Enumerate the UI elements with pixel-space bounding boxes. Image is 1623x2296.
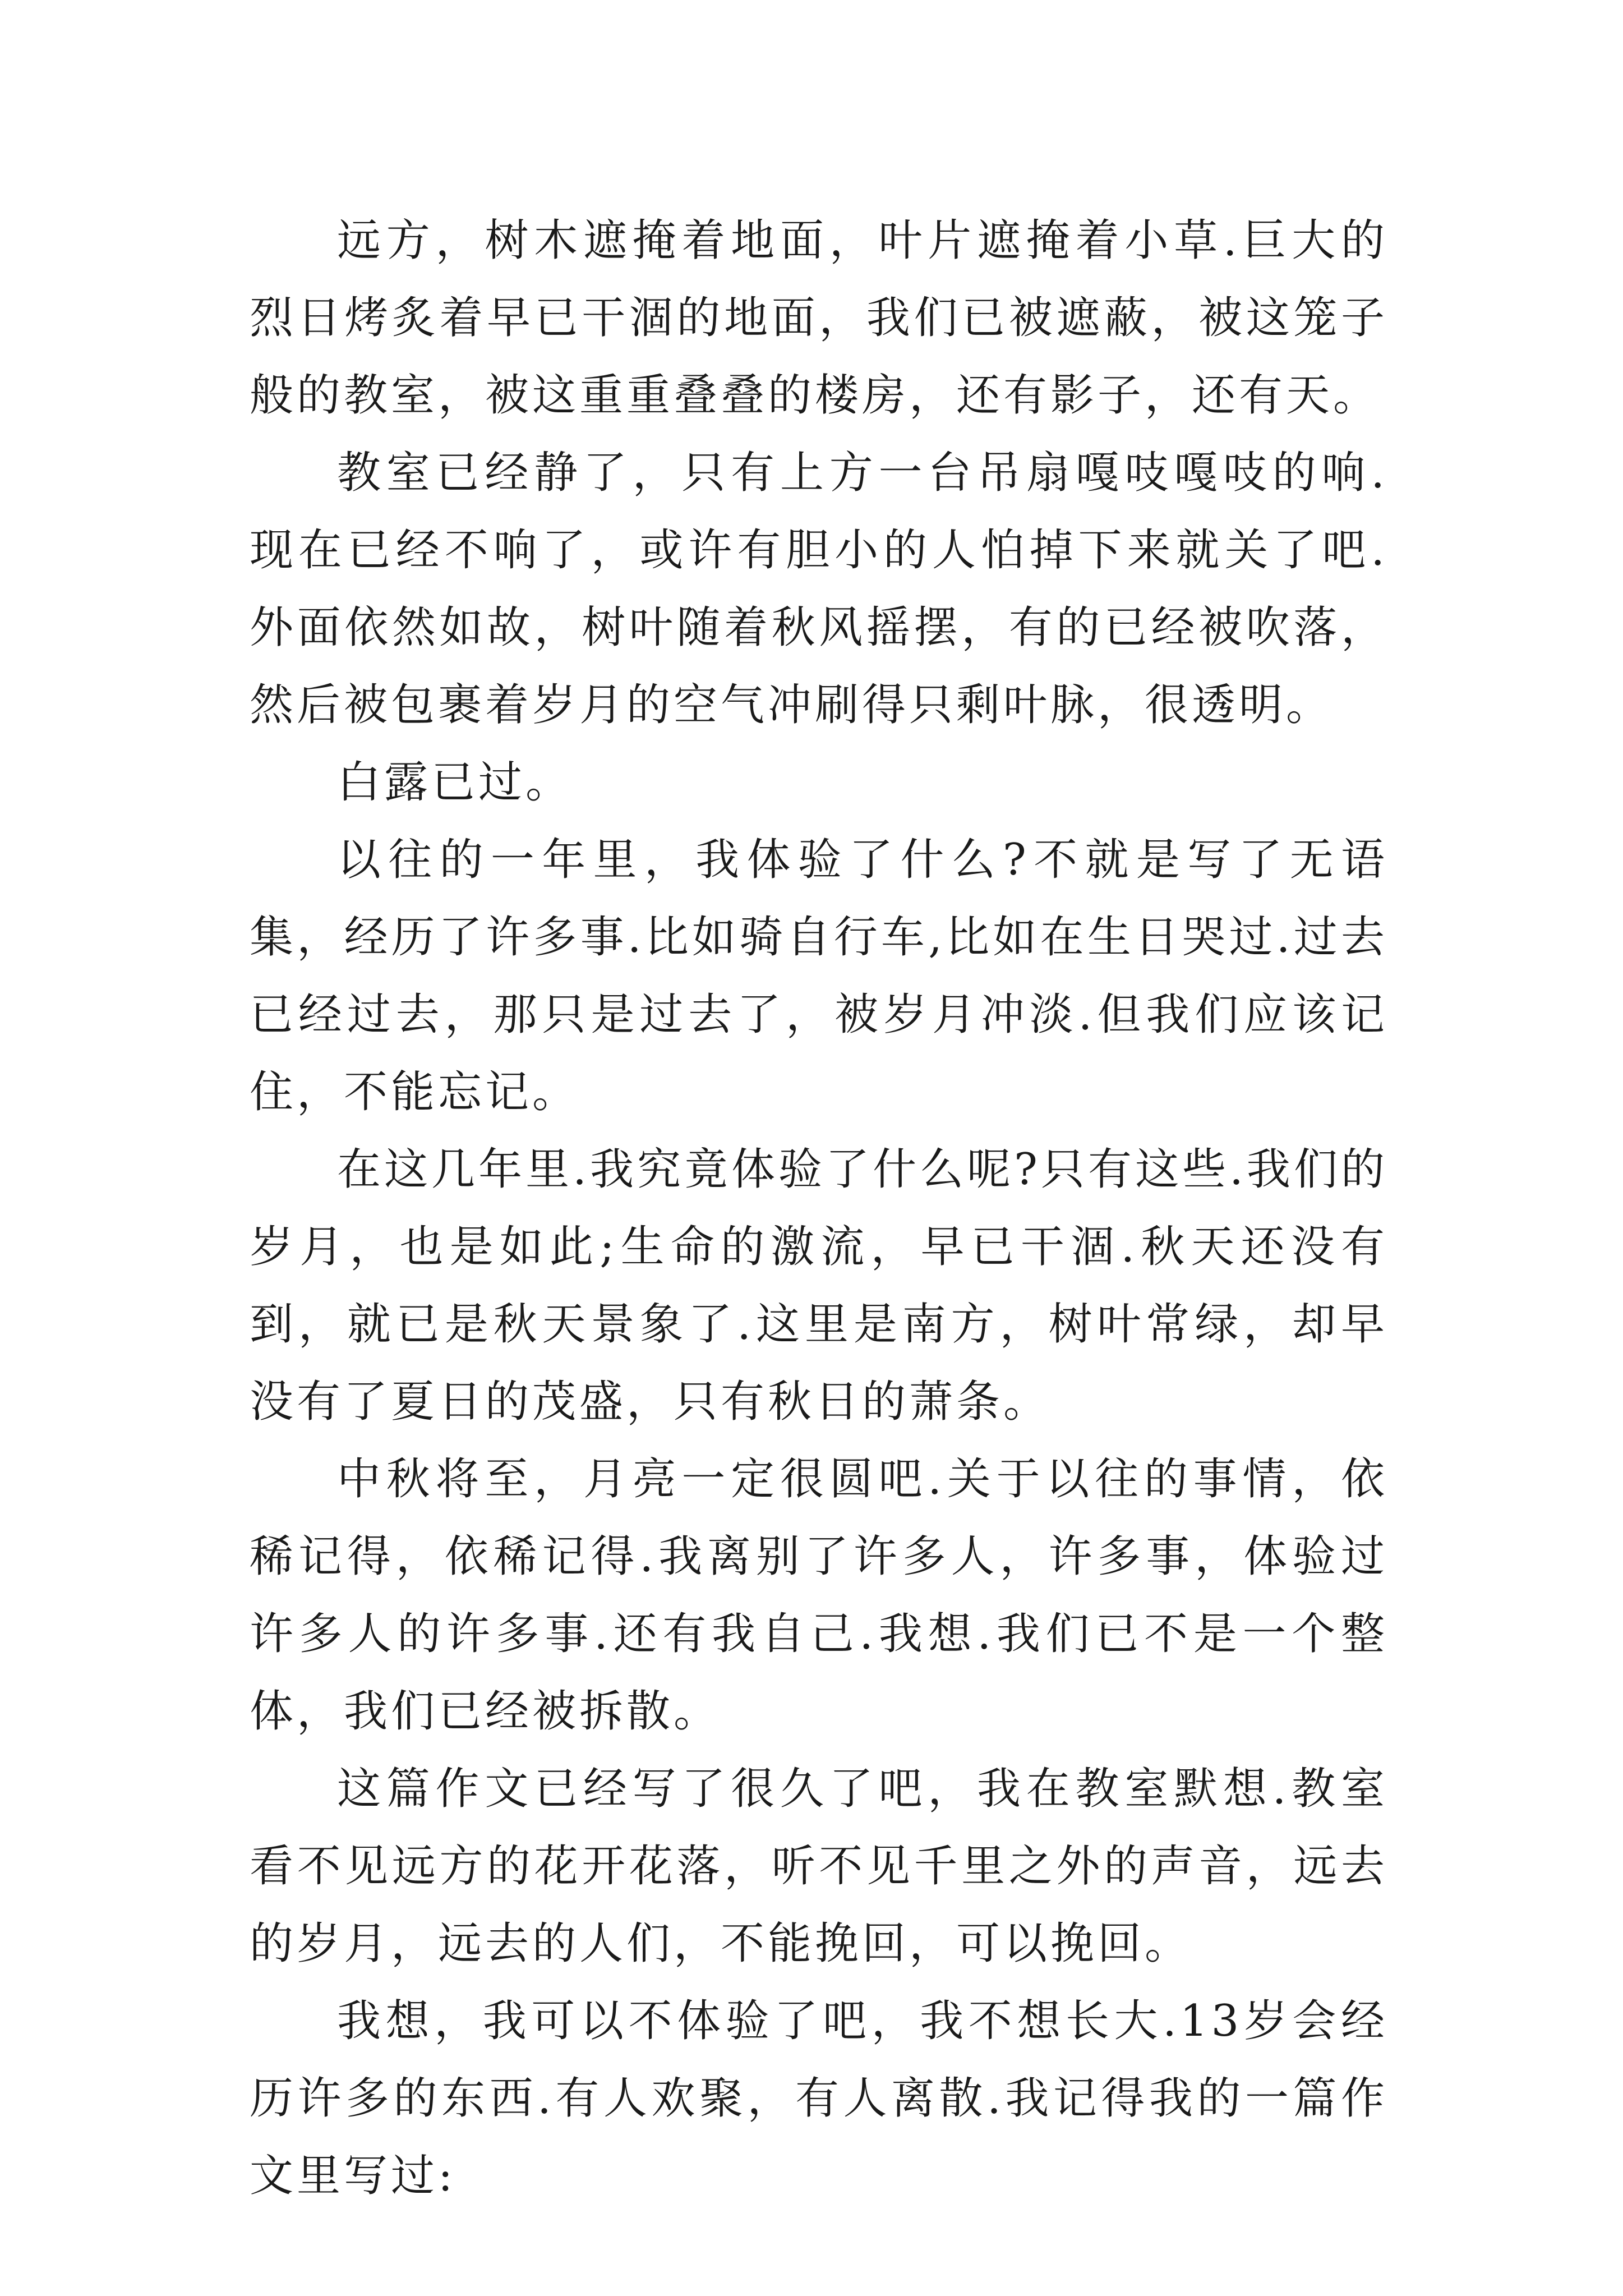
paragraph: 在这几年里.我究竟体验了什么呢?只有这些.我们的岁月，也是如此;生命的激流，早已干涸.秋天还没有到，就已是秋天景象了.这里是南方，树叶常绿，却早没有了夏日的茂盛，只有秋日的萧条。 (250, 1144, 1388, 1427)
paragraph: 远方，树木遮掩着地面，叶片遮掩着小草.巨大的烈日烤炙着早已干涸的地面，我们已被遮蔽，被这笼子般的教室，被这重重叠叠的楼房，还有影子，还有天。 (250, 215, 1388, 421)
paragraph: 这篇作文已经写了很久了吧，我在教室默想.教室看不见远方的花开花落，听不见千里之外的声音，远去的岁月，远去的人们，不能挽回，可以挽回。 (250, 1764, 1388, 1969)
paragraph: 中秋将至，月亮一定很圆吧.关于以往的事情，依稀记得，依稀记得.我离别了许多人，许多事，体验过许多人的许多事.还有我自己.我想.我们已不是一个整体，我们已经被拆散。 (250, 1454, 1388, 1737)
paragraph: 我想，我可以不体验了吧，我不想长大.13岁会经历许多的东西.有人欢聚，有人离散.我记得我的一篇作文里写过: (250, 1996, 1388, 2201)
paragraph: 教室已经静了，只有上方一台吊扇嘎吱嘎吱的响.现在已经不响了，或许有胆小的人怕掉下来就关了吧.外面依然如故，树叶随着秋风摇摆，有的已经被吹落，然后被包裹着岁月的空气冲刷得只剩叶脉，很透明。 (250, 448, 1388, 730)
paragraph: 以往的一年里，我体验了什么?不就是写了无语集，经历了许多事.比如骑自行车,比如在生日哭过.过去已经过去，那只是过去了，被岁月冲淡.但我们应该记住，不能忘记。 (250, 835, 1388, 1117)
essay-body (250, 202, 1388, 2215)
paragraph: 白露已过。 (337, 757, 573, 808)
